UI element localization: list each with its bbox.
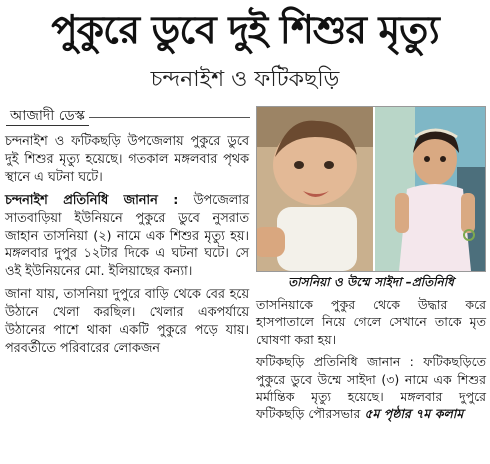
paragraph-rescue: তাসনিয়াকে পুকুর থেকে উদ্ধার করে হাসপাতালে নিয়ে গেলে সেখানে তাকে মৃত ঘোষণা করা হয়। <box>256 297 486 347</box>
paragraph-chandanaish-body: উপজেলার সাতবাড়িয়া ইউনিয়নে পুকুরে ডুবে নুসরাত জাহান তাসনিয়া (২) নামে এক শিশুর মৃত্যু হয়। মঙ্গলবার দুপুর ১২টার দিকে এ ঘটনা ঘটে। সে ওই ইউনিয়নের মো. ইলিয়াছের কন্যা। <box>5 192 249 280</box>
paragraph-intro: চন্দনাইশ ও ফটিকছড়ি উপজেলায় পুকুরে ডুবে দুই শিশুর মৃত্যু হয়েছে। গতকাল মঙ্গলবার পৃথক স্থানে এ ঘটনা ঘটে। <box>5 134 249 185</box>
paragraph-fatikchhari <box>256 353 486 423</box>
children-photo <box>256 106 486 272</box>
left-column <box>5 133 249 363</box>
paragraph-details: জানা যায়, তাসনিয়া দুপুরে বাড়ি থেকে বের হয়ে উঠানে খেলা করছিল। খেলার একপর্যায়ে উঠানের পাশে থাকা একটি পুকুরে পড়ে যায়। পরবর্তীতে পরিবারের লোকজন <box>5 287 249 356</box>
paragraph-fatikchhari-body: ফটিকছড়ি প্রতিনিধি জানান : ফটিকছড়িতে পুকুরে ডুবে উম্মে সাইদা (৩) নামে এক শিশুর মর্মান্তিক মৃত্যু হয়েছে। মঙ্গলবার দুপুরে ফটিকছড়ি পৌরসভার <box>256 354 486 422</box>
reporter-lead: চন্দনাইশ প্রতিনিধি জানান : <box>5 192 179 208</box>
child-shirt-left <box>277 207 357 271</box>
desk-label: আজাদী ডেস্ক <box>6 107 89 126</box>
child-dress-right <box>399 184 471 271</box>
headline: পুকুরে ডুবে দুই শিশুর মৃত্যু <box>51 8 439 53</box>
paragraph-chandanaish <box>5 192 249 282</box>
subheadline: চন্দনাইশ ও ফটিকছড়ি <box>150 67 340 92</box>
right-column <box>256 296 486 428</box>
photo-caption: তাসনিয়া ও উম্মে সাইদা –প্রতিনিধি <box>288 275 454 289</box>
continued-jump-line: ৫ম পৃষ্ঠার ৭ম কলাম <box>364 406 464 422</box>
